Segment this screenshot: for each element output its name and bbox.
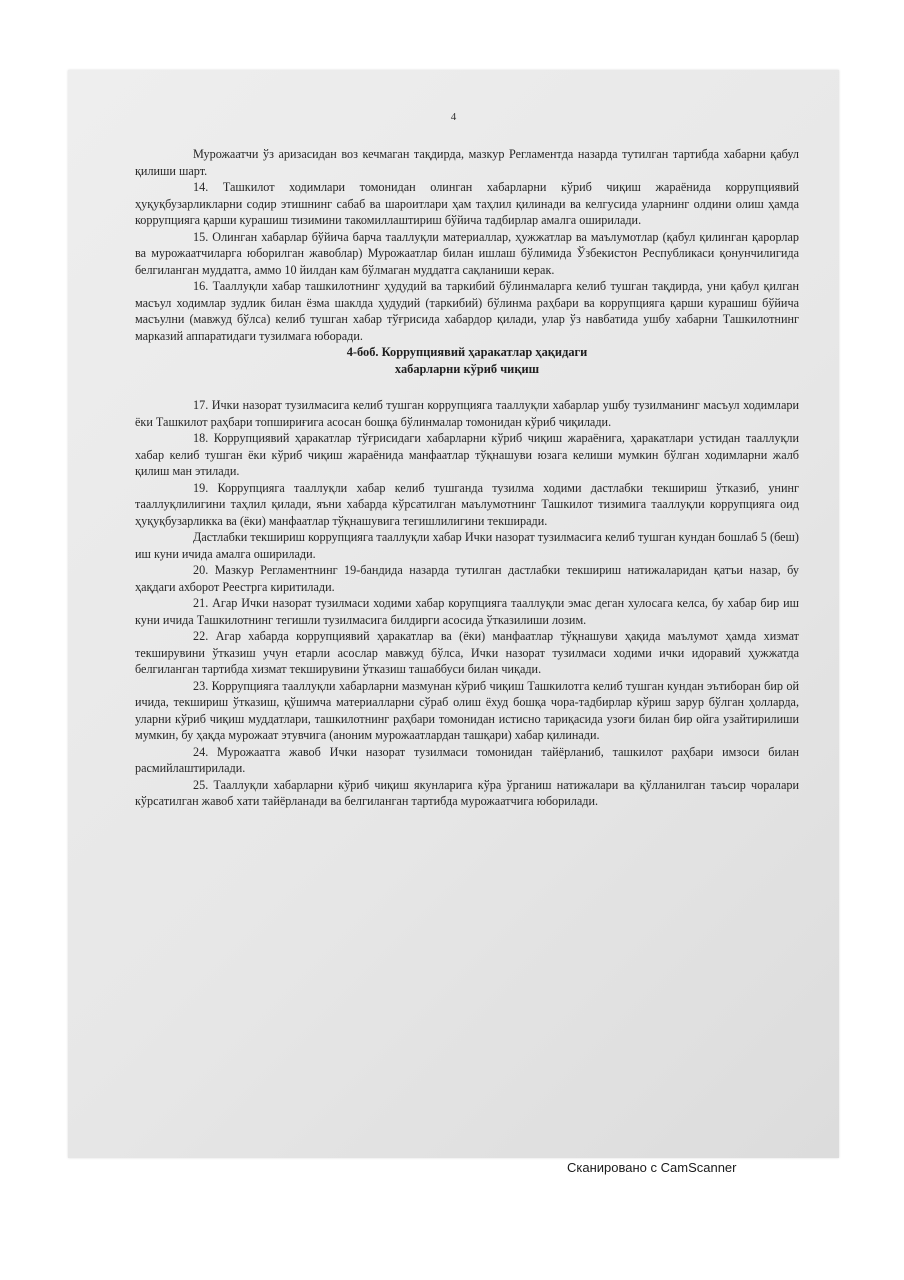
paragraph-24: 24. Мурожаатга жавоб Ички назорат тузилмаси томонидан тайёрланиб, ташкилот раҳбари имзоси билан расмийлаштирилади. xyxy=(135,744,799,775)
page-number: 4 xyxy=(450,111,457,123)
chapter-heading xyxy=(135,344,799,377)
paragraph-17: 17. Ички назорат тузилмасига келиб тушган коррупцияга тааллуқли хабарлар ушбу тузилманинг масъул ходимлари ёки Ташкилот раҳбари топшириғига асосан бошқа бўлинмалар томонидан кўриб чиқилади. xyxy=(135,398,799,429)
chapter-heading-line-2: хабарларни кўриб чиқиш xyxy=(394,361,540,376)
paragraph-22: 22. Агар хабарда коррупциявий ҳаракатлар ва (ёки) манфаатлар тўқнашуви ҳақида маълумот ҳамда хизмат текширувини ўтказиш учун етарли асослар мавжуд бўлса, Ички назорат тузилмаси ходими ички идоравий ҳужжатда белгиланган тартибда хизмат текширувини ўтказиш ташаббуси билан чиқади. xyxy=(135,629,799,676)
paragraph-21: 21. Агар Ички назорат тузилмаси ходими хабар корупцияга тааллуқли эмас деган хулосага келса, бу хабар бир иш куни ичида Ташкилотнинг тегишли тузилмасига билдирги асосида ўтказилиши лозим. xyxy=(135,596,799,627)
paragraph-19: 19. Коррупцияга тааллуқли хабар келиб тушганда тузилма ходими дастлабки текшириш ўтказиб, унинг тааллуқлилигини таҳлил қилади, яъни хабарда кўрсатилган маълумотнинг Ташкилот тизимига тааллуқли коррупцияга оид ҳуқуқбузарликка ва (ёки) манфаатлар тўқнашувига тегишлилигини текширади. xyxy=(135,480,799,528)
paragraph-18: 18. Коррупциявий ҳаракатлар тўғрисидаги хабарларни кўриб чиқиш жараёнига, ҳаракатлари устидан тааллуқли хабар келиб тушган ёки кўриб чиқиш жараёнида манфаатлар тўқнашуви юзага келиши мумкин бўлган ходимларни жалб қилиш ман этилади. xyxy=(135,431,799,478)
camscanner-watermark: Сканировано с CamScanner xyxy=(567,1160,737,1175)
document-body xyxy=(135,146,799,810)
paragraph-16: 16. Тааллуқли хабар ташкилотнинг ҳудудий ва таркибий бўлинмаларга келиб тушган тақдирда, уни қабул қилган масъул ходимлар зудлик билан ёзма шаклда ҳудудий (таркибий) бўлинма раҳбари ва коррупцияга қарши курашиш бўйича масъулни (мавжуд бўлса) келиб тушган хабар тўғрисида хабардор қилади, улар ўз навбатида ушбу хабарни Ташкилотнинг марказий аппаратидаги тузилмага юборади. xyxy=(135,279,799,343)
paragraph-20: 20. Мазкур Регламентнинг 19-бандида назарда тутилган дастлабки текшириш натижаларидан қатъи назар, бу ҳақдаги ахборот Реестрга киритилади. xyxy=(135,563,799,594)
paragraph-14: 14. Ташкилот ходимлари томонидан олинган хабарларни кўриб чиқиш жараёнида коррупциявий ҳуқуқбузарликларни содир этишнинг сабаб ва шароитлари ҳам таҳлил қилинади ва келгусида уларнинг олдини олиш ҳамда коррупцияга қарши курашиш тизимини такомиллаштириш бўйича тадбирлар амалга оширилади. xyxy=(135,180,799,227)
paragraph-15: 15. Олинган хабарлар бўйича барча тааллуқли материаллар, ҳужжатлар ва маълумотлар (қабул қилинган қарорлар ва мурожаатчиларга юборилган жавоблар) Мурожаатлар билан ишлаш бўлимида Ўзбекистон Республикаси қонунчилигида белгиланган муддатга, аммо 10 йилдан кам бўлмаган муддатга сақланиши керак. xyxy=(135,229,799,277)
paragraph-intro: Мурожаатчи ўз аризасидан воз кечмаган тақдирда, мазкур Регламентда назарда тутилган тартибда хабарни қабул қилиши шарт. xyxy=(135,147,799,178)
paragraph-23: 23. Коррупцияга тааллуқли хабарларни мазмунан кўриб чиқиш Ташкилотга келиб тушган кундан эътиборан бир ой ичида, текшириш ўтказиш, қўшимча материалларни сўраб олиш ёхуд бошқа чора-тадбирлар кўриш зарур бўлган ҳолларда, уларни кўриб чиқиш муддатлари, ташкилотнинг раҳбари томонидан истисно тариқасида узоғи билан бир ойга узайтирилиши мумкин, бу ҳақда мурожаат этувчига (аноним мурожаатлардан ташқари) хабар қилинади. xyxy=(135,678,799,742)
paragraph-19-continued: Дастлабки текшириш коррупцияга тааллуқли хабар Ички назорат тузилмасига келиб тушган кундан бошлаб 5 (беш) иш куни ичида амалга оширилади. xyxy=(135,530,799,561)
paragraph-25: 25. Тааллуқли хабарларни кўриб чиқиш якунларига кўра ўрганиш натижалари ва қўлланилган таъсир чоралари кўрсатилган жавоб хати тайёрланади ва белгиланган тартибда мурожаатчига юборилади. xyxy=(135,777,799,808)
chapter-heading-line-1: 4-боб. Коррупциявий ҳаракатлар ҳақидаги xyxy=(346,345,588,359)
document-page xyxy=(68,70,839,1158)
